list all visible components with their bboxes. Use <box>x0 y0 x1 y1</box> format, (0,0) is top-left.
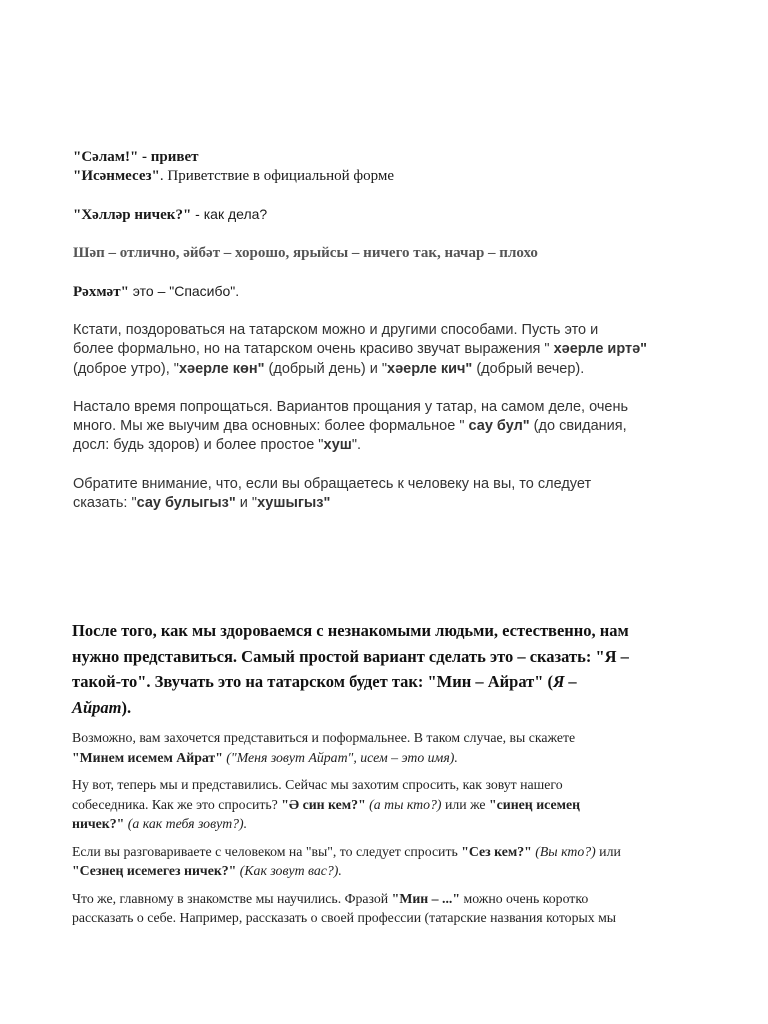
phrase-hallar-nichek: "Хәлләр ничек?" - как дела? <box>73 206 268 223</box>
phrase-answers: Шәп – отлично, әйбәт – хорошо, ярыйсы – ничего так, начар – плохо <box>73 245 538 261</box>
paragraph-formal-intro: Возможно, вам захочется представиться и поформальнее. В таком случае, вы скажете "Минем исемем Айрат" ("Меня зовут Айрат", исем – это имя). <box>72 730 576 765</box>
paragraph-ask-name-formal: Если вы разговариваете с человеком на "вы", то следует спросить "Сез кем?" (Вы кто?) или "Сезнең исемегез ничек?" (Как зовут вас?). <box>72 843 621 878</box>
bold-intro-paragraph: После того, как мы здороваемся с незнакомыми людьми, естественно, нам нужно представиться. Самый простой вариант сделать это – сказать: "Я – такой-то". Звучать это на татарском будет так: "Мин – Айрат" (Я – Айрат). <box>72 621 629 717</box>
paragraph-about-self: Что же, главному в знакомстве мы научились. Фразой "Мин – ..." можно очень коротко рассказать о себе. Например, рассказать о своей профессии (татарские названия которых мы <box>72 890 617 925</box>
paragraph-ask-name: Ну вот, теперь мы и представились. Сейчас мы захотим спросить, как зовут нашего собеседника. Как же это спросить? "Ә син кем?" (а ты кто?) или же "синең исемең ничек?" (а как тебя зовут?). <box>72 777 581 831</box>
paragraph-formal-farewell: Обратите внимание, что, если вы обращаетесь к человеку на вы, то следует сказать: "сау булыгыз" и "хушыгыз" <box>73 475 592 512</box>
paragraph-greetings: Кстати, поздороваться на татарском можно и другими способами. Пусть это и более формально, но на татарском очень красиво звучат выражения " хәерле иртә" (доброе утро), "хәерле көн" (добрый день) и "хәерле кич" (добрый вечер). <box>73 322 648 377</box>
phrase-rahmat: Рәхмәт" это – "Спасибо". <box>73 283 240 300</box>
phrase-isanmesez: "Исәнмесез". Приветствие в официальной форме <box>73 168 395 184</box>
phrase-salam: "Сәлам!" - привет <box>73 149 199 165</box>
paragraph-farewell: Настало время попрощаться. Вариантов прощания у татар, на самом деле, очень много. Мы же выучим два основных: более формальное " сау бул" (до свидания, досл: будь здоров) и более простое "хуш". <box>73 398 629 454</box>
greetings-section <box>0 140 768 512</box>
introductions-section <box>0 622 768 1024</box>
